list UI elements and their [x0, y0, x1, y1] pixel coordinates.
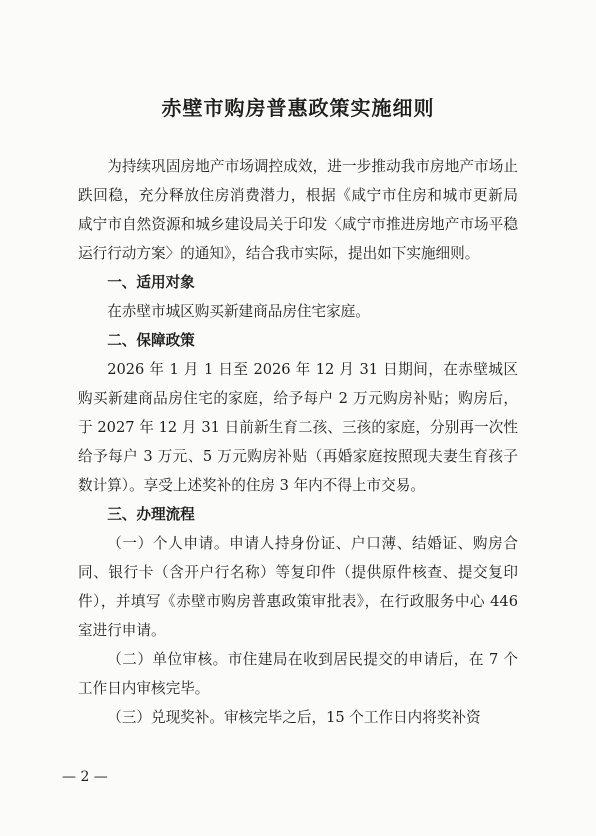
intro-paragraph: 为持续巩固房地产市场调控成效，进一步推动我市房地产市场止跌回稳，充分释放住房消费潜力，根据《咸宁市住房和城市更新局 咸宁市自然资源和城乡建设局关于印发〈咸宁市推进房地产市场平稳运行行动方案〉的通知》，结合我市实际，提出如下实施细则。	[78, 158, 518, 262]
document-title: 赤壁市购房普惠政策实施细则	[161, 96, 435, 120]
section-heading-policy: 二、保障政策	[107, 332, 195, 349]
process-step-review: （二）单位审核。市住建局在收到居民提交的申请后，在 7 个工作日内审核完毕。	[78, 651, 518, 697]
section-heading-process: 三、办理流程	[107, 506, 195, 523]
section-text-applicable: 在赤壁市城区购买新建商品房住宅家庭。	[107, 303, 370, 320]
section-heading-applicable: 一、适用对象	[107, 274, 195, 291]
page-number: — 2 —	[62, 769, 108, 785]
process-step-payout: （三）兑现奖补。审核完毕之后，15 个工作日内将奖补资	[107, 709, 481, 726]
process-step-apply: （一）个人申请。申请人持身份证、户口薄、结婚证、购房合同、银行卡（含开户行名称）等复印件（提供原件核查、提交复印件），并填写《赤壁市购房普惠政策审批表》，在行政服务中心 446 室进行申请。	[78, 535, 518, 639]
section-text-policy: 2026 年 1 月 1 日至 2026 年 12 月 31 日期间，在赤壁城区购买新建商品房住宅的家庭，给予每户 2 万元购房补贴；购房后，于 2027 年 12 月 31 日前新生育二孩、三孩的家庭，分别再一次性给予每户 3 万元、5 万元购房补贴（再婚家庭按照现夫妻生育孩子数计算）。享受上述奖补的住房 3 年内不得上市交易。	[78, 361, 518, 494]
document-body	[78, 152, 518, 732]
